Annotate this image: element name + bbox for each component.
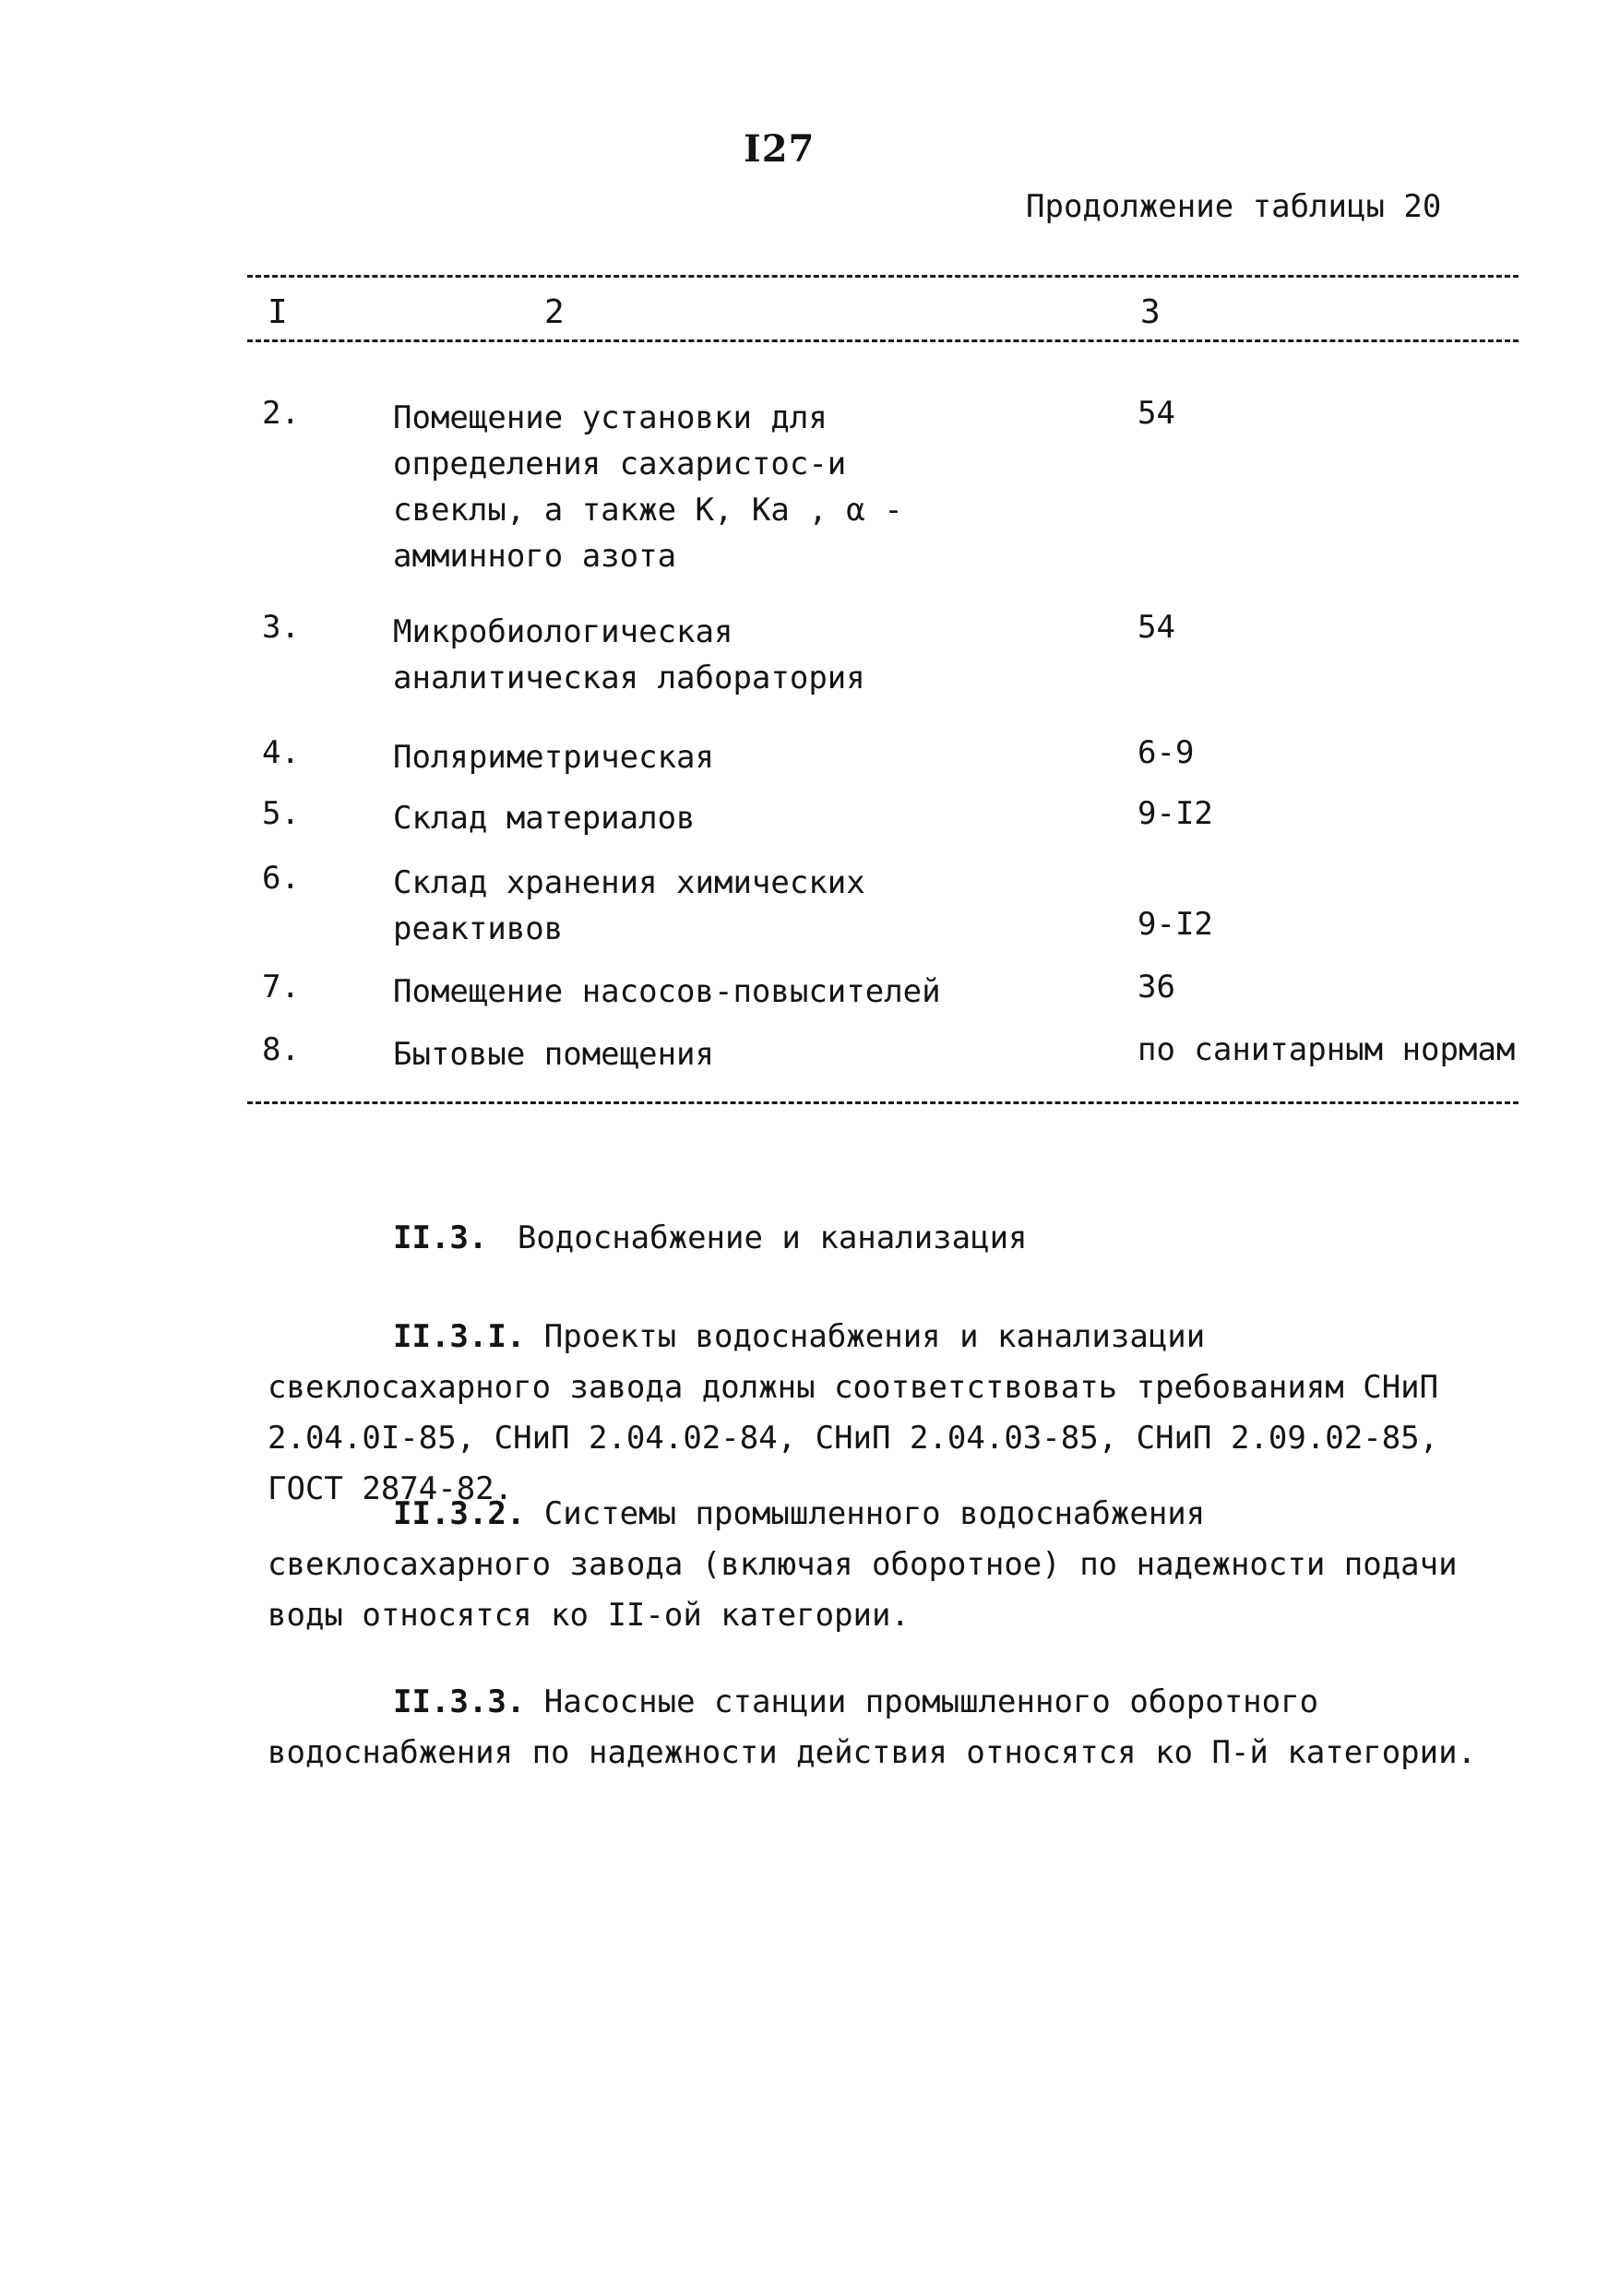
table-top-rule	[247, 275, 1519, 278]
row-value: 54	[1138, 609, 1175, 646]
table-header-rule	[247, 339, 1519, 342]
paragraph	[268, 1489, 1495, 1641]
row-value: 9-I2	[1138, 795, 1213, 832]
row-value: по санитарным нормам	[1138, 1031, 1516, 1068]
table-caption: Продолжение таблицы 20	[1026, 188, 1442, 225]
paragraph-text: Насосные станции промышленного оборотного водоснабжения по надежности действия относятся ко П-й категории.	[268, 1683, 1477, 1771]
row-number: 7.	[262, 969, 300, 1005]
row-value: 36	[1138, 969, 1175, 1005]
column-number-2: 2	[544, 293, 565, 331]
row-name: Склад хранения химических реактивов	[393, 864, 865, 947]
row-number: 6.	[262, 860, 300, 897]
row-number: 8.	[262, 1031, 300, 1068]
column-number-1: I	[268, 293, 288, 331]
row-name: Микробиологическая аналитическая лаборатория	[393, 613, 865, 696]
row-name: Склад материалов	[393, 800, 696, 837]
table-bottom-rule	[247, 1101, 1519, 1104]
column-number-3: 3	[1140, 293, 1161, 331]
section-title: Водоснабжение и канализация	[517, 1219, 1028, 1256]
paragraph-number: II.3.3.	[393, 1683, 526, 1720]
row-number: 5.	[262, 795, 300, 832]
section-heading	[393, 1219, 1028, 1256]
paragraph-number: II.3.2.	[393, 1495, 526, 1532]
paragraph-text: Проекты водоснабжения и канализации свеклосахарного завода должны соответствовать требованиям СНиП 2.04.0I-85, СНиП 2.04.02-84, СНиП 2.04.03-85, СНиП 2.09.02-85, ГОСТ 2874-82.	[268, 1318, 1439, 1507]
row-value: 54	[1138, 395, 1175, 432]
paragraph-number: II.3.I.	[393, 1318, 526, 1355]
row-name: Помещение установки для определения сахаристос-и свеклы, а также К, Ка , α - амминного азота	[393, 399, 903, 575]
paragraph-text: Системы промышленного водоснабжения свеклосахарного завода (включая оборотное) по надежности подачи воды относятся ко II-ой категории.	[268, 1495, 1458, 1634]
row-number: 2.	[262, 395, 300, 432]
row-number: 4.	[262, 734, 300, 771]
row-number: 3.	[262, 609, 300, 646]
section-number: II.3.	[393, 1219, 488, 1256]
row-name: Помещение насосов-повысителей	[393, 973, 941, 1010]
row-value: 6-9	[1138, 734, 1195, 771]
row-name: Бытовые помещения	[393, 1036, 714, 1073]
row-name: Поляриметрическая	[393, 739, 714, 776]
paragraph	[268, 1312, 1495, 1515]
paragraph	[268, 1677, 1495, 1779]
page-number: I27	[744, 127, 816, 171]
row-value: 9-I2	[1138, 906, 1213, 943]
